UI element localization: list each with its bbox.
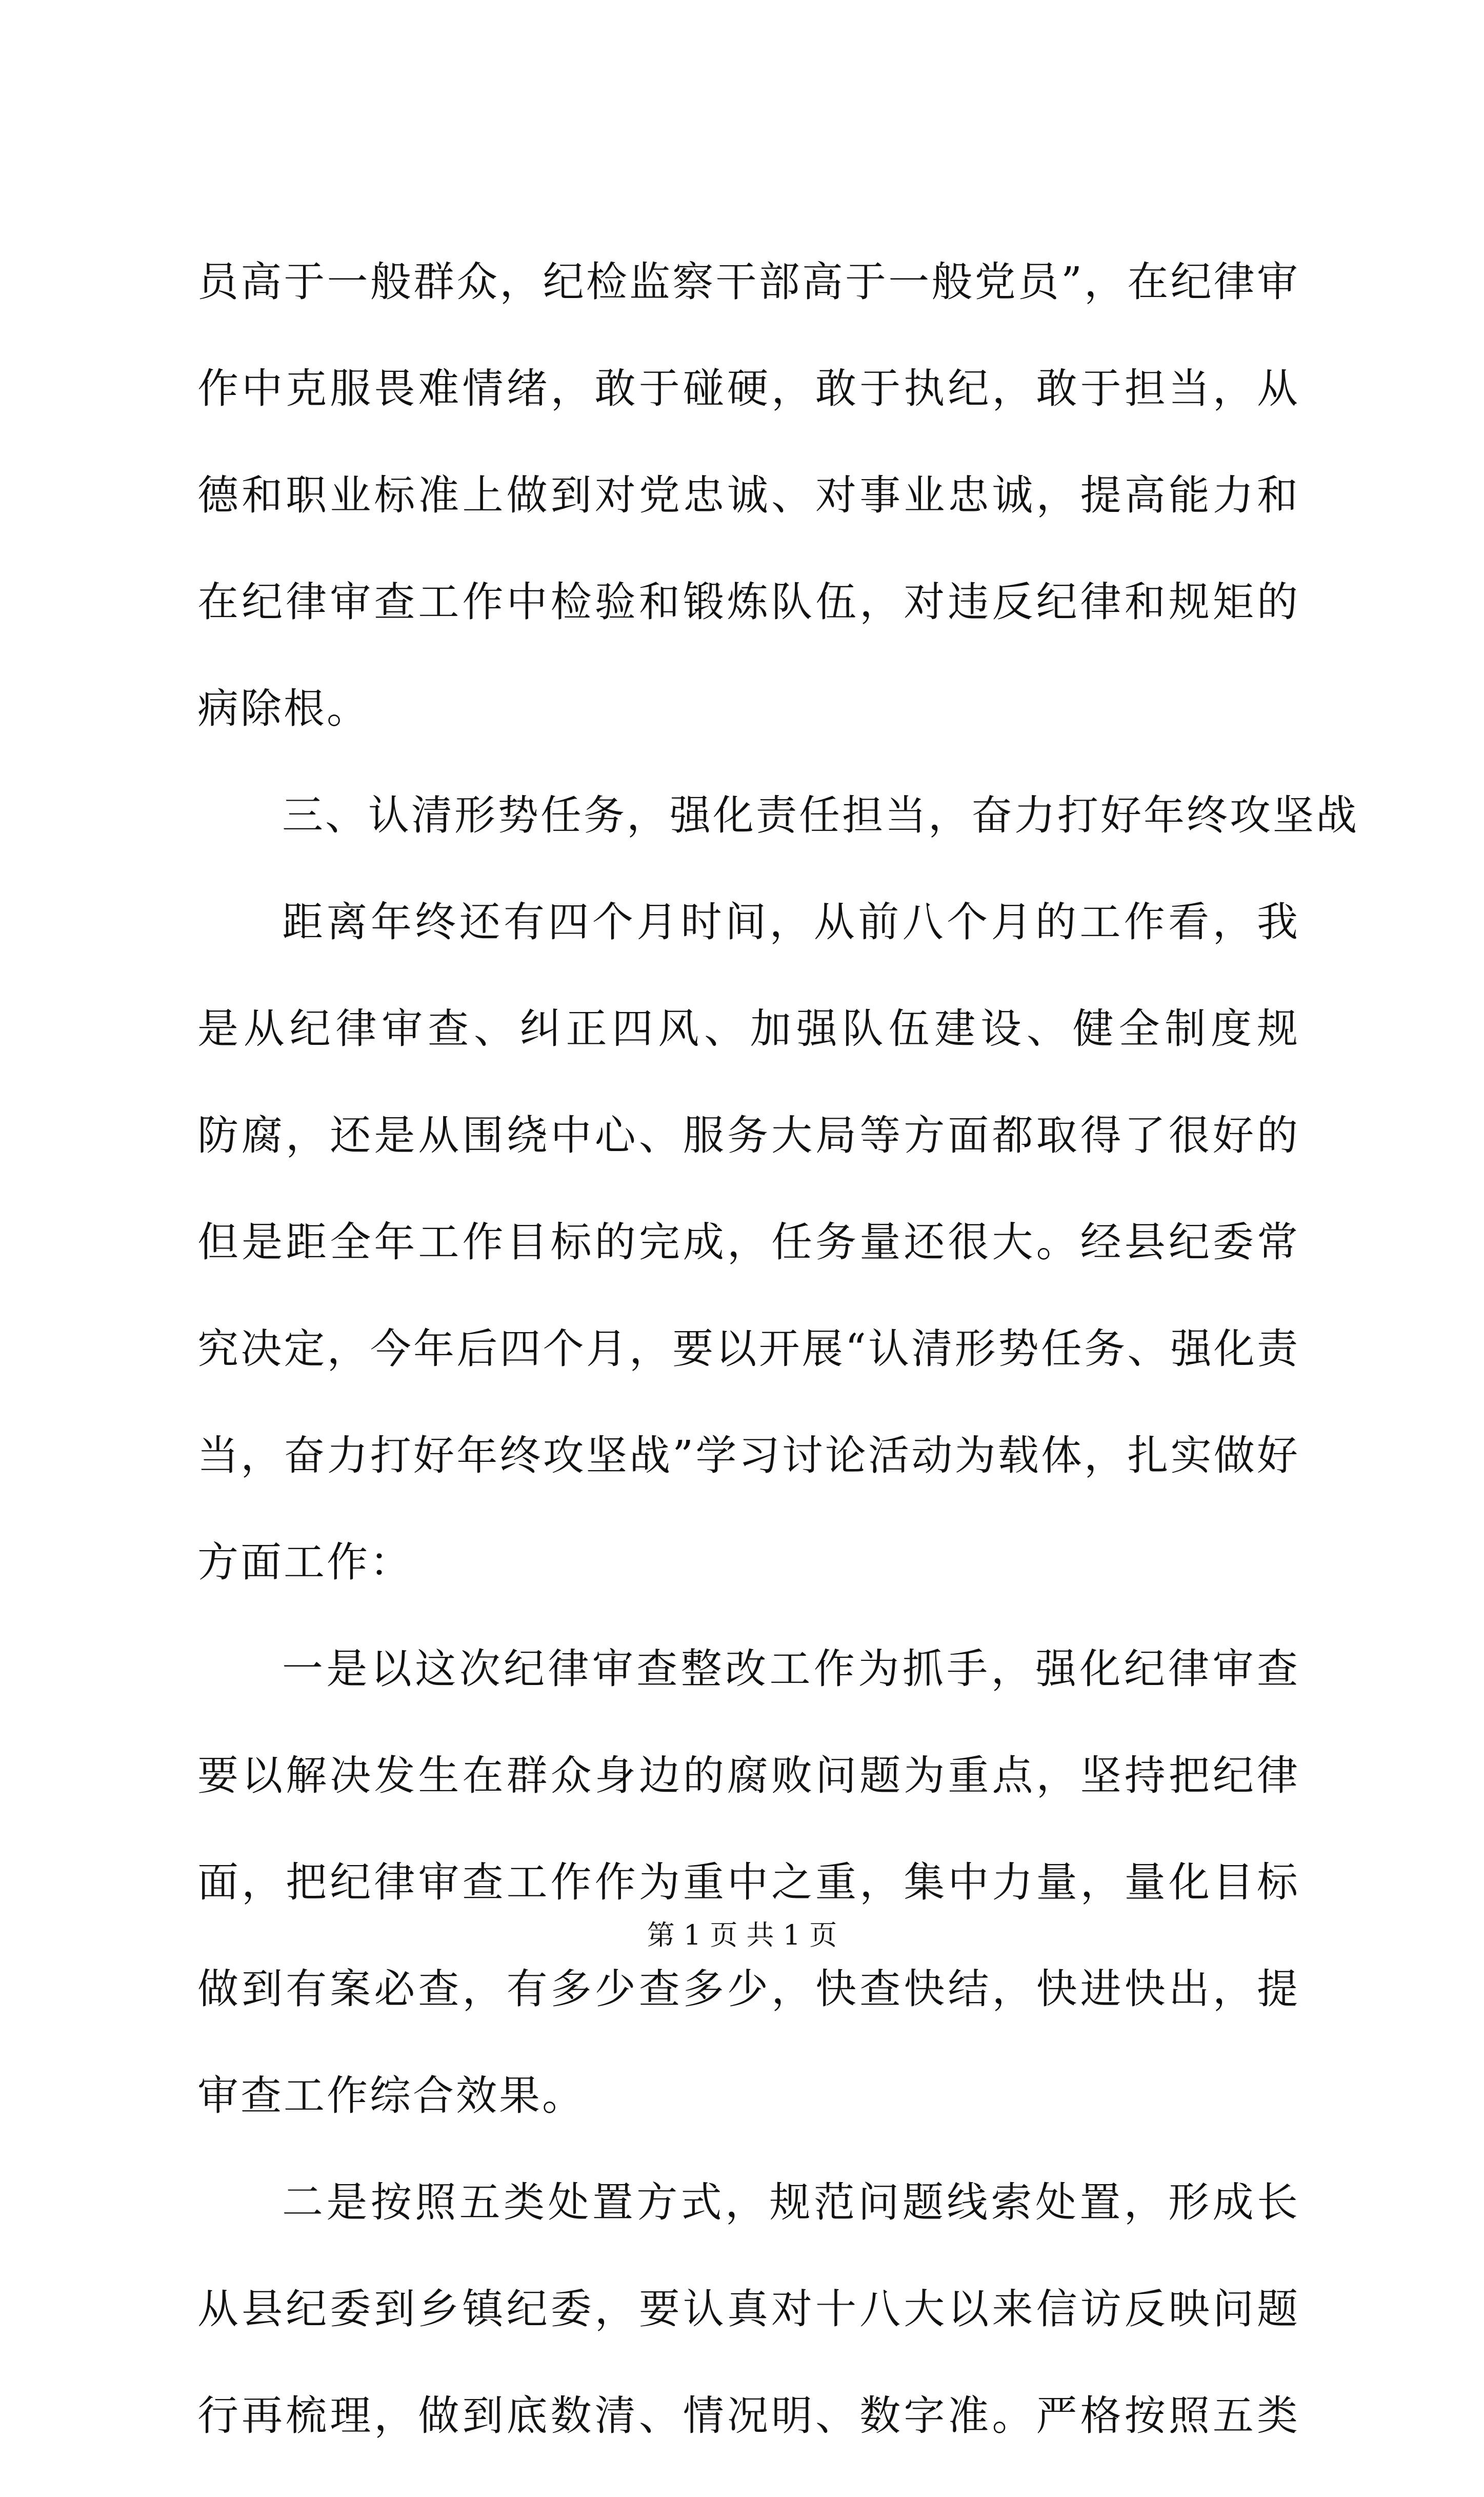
text-line: 究决定，今年后四个月，要以开展“认清形势任务、强化责 bbox=[197, 1325, 1300, 1373]
text-line: 二是按照五类处置方式，规范问题线索处置，形成长 bbox=[282, 2178, 1300, 2226]
text-line: 德和职业标准上做到对党忠诚、对事业忠诚，提高能力和 bbox=[197, 471, 1300, 519]
page-number-label: 第 1 页 共 1 页 bbox=[647, 1919, 837, 1951]
text-line: 行再梳理，做到底数清、情况明、数字准。严格按照五类 bbox=[197, 2392, 1300, 2440]
text-line: 一是以这次纪律审查整改工作为抓手，强化纪律审查 bbox=[282, 1645, 1300, 1693]
text-line: 从县纪委到乡镇纪委，要认真对十八大以来信访反映问题 bbox=[197, 2285, 1300, 2333]
text-line: 做到有案必查，有多少查多少，快查快结，快进快出，提 bbox=[197, 1965, 1300, 2013]
text-line: 在纪律审查工作中检验和锻炼队伍，对违反纪律和规矩的 bbox=[197, 578, 1300, 626]
text-line: 面，把纪律审查工作作为重中之重，集中力量，量化目标 bbox=[197, 1858, 1300, 1906]
text-line: 距离年终还有四个月时间，从前八个月的工作看，我 bbox=[282, 898, 1300, 946]
text-line: 员高于一般群众，纪检监察干部高于一般党员”，在纪律审 bbox=[197, 258, 1300, 306]
text-line: 病除根。 bbox=[197, 685, 370, 732]
text-line: 防腐，还是从围绕中心、服务大局等方面都取得了很好的 bbox=[197, 1112, 1300, 1159]
text-line: 作中克服畏难情绪，敢于碰硬，敢于执纪，敢于担当，从 bbox=[197, 365, 1300, 412]
document-body bbox=[197, 256, 1359, 2497]
text-line: 方面工作： bbox=[197, 1538, 413, 1586]
page-footer bbox=[0, 1917, 1484, 1953]
text-line: 要以解决发生在群众身边的腐败问题为重点，坚持把纪律 bbox=[197, 1752, 1300, 1799]
section-heading: 三、认清形势任务，强化责任担当，奋力打好年终攻坚战 bbox=[282, 791, 1359, 839]
text-line: 是从纪律审查、纠正四风、加强队伍建设、健全制度规 bbox=[197, 1005, 1300, 1053]
text-line: 但是距全年工作目标的完成，任务量还很大。经县纪委常 bbox=[197, 1218, 1300, 1266]
text-line: 审查工作综合效果。 bbox=[197, 2072, 585, 2119]
text-line: 当，奋力打好年终攻坚战”学习讨论活动为载体，扎实做好 bbox=[197, 1432, 1300, 1479]
